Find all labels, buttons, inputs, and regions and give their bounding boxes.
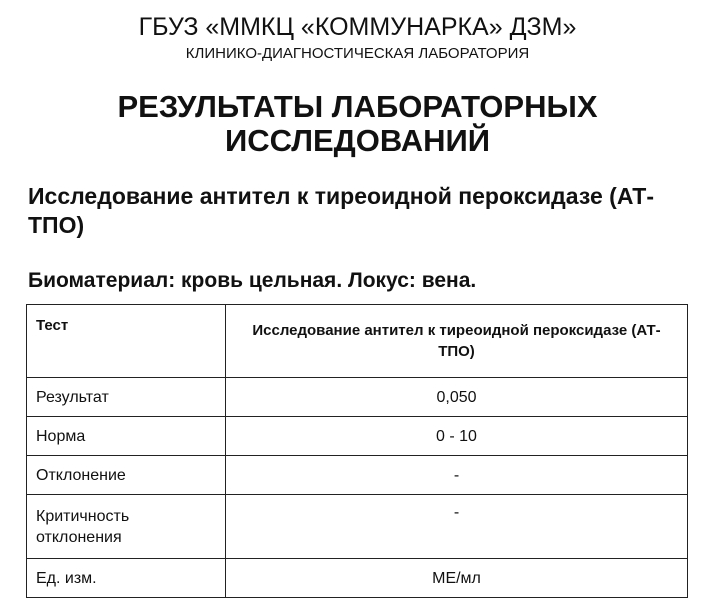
document-title-line-2: ИССЛЕДОВАНИЙ [224,123,491,158]
biomaterial-line: Биоматериал: кровь цельная. Локус: вена. [28,269,477,292]
results-table [26,304,688,598]
row-label: Критичность отклонения [27,495,226,559]
table-row-norm [27,417,688,456]
document-title-line-1: РЕЗУЛЬТАТЫ ЛАБОРАТОРНЫХ [117,89,598,124]
table-row-units [27,559,688,598]
row-label: Ед. изм. [27,559,226,598]
row-label: Норма [27,417,226,456]
row-value: 0,050 [226,378,688,417]
header-cell-study: Исследование антител к тиреоидной пероксидазе (АТ-ТПО) [226,305,688,378]
row-value: - [226,495,688,559]
table-header-row [27,305,688,378]
table-row-criticality [27,495,688,559]
organization-name: ГБУЗ «ММКЦ «КОММУНАРКА» ДЗМ» [138,13,577,41]
department-name: КЛИНИКО-ДИАГНОСТИЧЕСКАЯ ЛАБОРАТОРИЯ [185,45,530,62]
header-cell-test: Тест [27,305,226,378]
row-value: 0 - 10 [226,417,688,456]
study-title: Исследование антител к тиреоидной пероксидазе (АТ-ТПО) [28,183,654,238]
table-row-deviation [27,456,688,495]
row-label: Результат [27,378,226,417]
document-title [0,90,715,158]
row-label: Отклонение [27,456,226,495]
row-value: МЕ/мл [226,559,688,598]
table-row-result [27,378,688,417]
row-value: - [226,456,688,495]
